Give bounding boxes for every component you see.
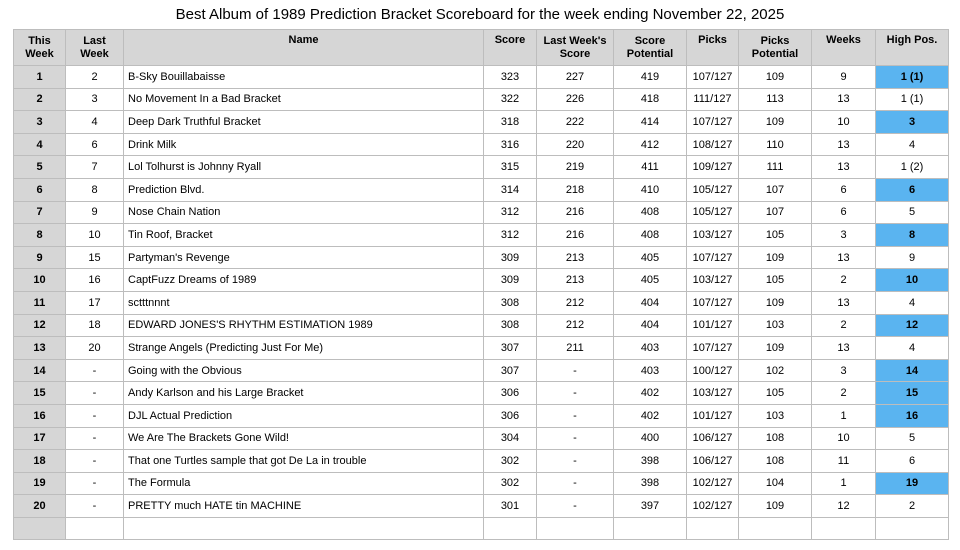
last-week-cell: 2 xyxy=(66,66,124,89)
score-potential-cell: 403 xyxy=(614,359,687,382)
table-row[interactable] xyxy=(14,382,949,405)
last-weeks-score-cell: - xyxy=(537,472,614,495)
picks-potential-cell: 109 xyxy=(739,337,812,360)
name-cell: Tin Roof, Bracket xyxy=(124,224,484,247)
this-week-cell: 20 xyxy=(14,495,66,518)
picks-potential-cell: 105 xyxy=(739,382,812,405)
weeks-cell: 13 xyxy=(812,246,876,269)
last-weeks-score-cell: - xyxy=(537,450,614,473)
table-row[interactable] xyxy=(14,111,949,134)
name-cell: B-Sky Bouillabaisse xyxy=(124,66,484,89)
weeks-cell: 13 xyxy=(812,291,876,314)
last-weeks-score-cell: - xyxy=(537,382,614,405)
this-week-cell: 19 xyxy=(14,472,66,495)
picks-potential-cell: 109 xyxy=(739,495,812,518)
last-week-cell: 4 xyxy=(66,111,124,134)
name-cell: The Formula xyxy=(124,472,484,495)
last-week-cell: 15 xyxy=(66,246,124,269)
last-week-cell: 10 xyxy=(66,224,124,247)
name-cell: Going with the Obvious xyxy=(124,359,484,382)
score-potential-cell: 414 xyxy=(614,111,687,134)
table-row[interactable] xyxy=(14,291,949,314)
picks-potential-cell: 109 xyxy=(739,291,812,314)
high-pos-cell: 1 (2) xyxy=(876,156,949,179)
this-week-cell: 4 xyxy=(14,133,66,156)
picks-cell: 107/127 xyxy=(687,66,739,89)
this-week-cell: 2 xyxy=(14,88,66,111)
table-row[interactable] xyxy=(14,427,949,450)
score-cell: 308 xyxy=(484,291,537,314)
picks-cell: 106/127 xyxy=(687,427,739,450)
name-cell: Deep Dark Truthful Bracket xyxy=(124,111,484,134)
high-pos-cell: 10 xyxy=(876,269,949,292)
high-pos-cell: 3 xyxy=(876,111,949,134)
empty-cell xyxy=(537,517,614,539)
high-pos-cell: 4 xyxy=(876,133,949,156)
col-header-picks[interactable]: Picks xyxy=(687,30,739,66)
last-week-cell: 3 xyxy=(66,88,124,111)
col-header-score[interactable]: Score xyxy=(484,30,537,66)
picks-cell: 101/127 xyxy=(687,404,739,427)
picks-potential-cell: 102 xyxy=(739,359,812,382)
this-week-cell: 5 xyxy=(14,156,66,179)
picks-potential-cell: 109 xyxy=(739,66,812,89)
table-row[interactable] xyxy=(14,66,949,89)
name-cell: CaptFuzz Dreams of 1989 xyxy=(124,269,484,292)
table-row[interactable] xyxy=(14,472,949,495)
name-cell: That one Turtles sample that got De La in trouble xyxy=(124,450,484,473)
weeks-cell: 2 xyxy=(812,382,876,405)
weeks-cell: 9 xyxy=(812,66,876,89)
weeks-cell: 6 xyxy=(812,178,876,201)
table-row[interactable] xyxy=(14,178,949,201)
score-cell: 301 xyxy=(484,495,537,518)
score-cell: 315 xyxy=(484,156,537,179)
high-pos-cell: 4 xyxy=(876,291,949,314)
name-cell: Strange Angels (Predicting Just For Me) xyxy=(124,337,484,360)
score-cell: 308 xyxy=(484,314,537,337)
table-row[interactable] xyxy=(14,404,949,427)
high-pos-cell: 6 xyxy=(876,450,949,473)
name-cell: We Are The Brackets Gone Wild! xyxy=(124,427,484,450)
picks-cell: 108/127 xyxy=(687,133,739,156)
this-week-cell: 9 xyxy=(14,246,66,269)
picks-potential-cell: 109 xyxy=(739,246,812,269)
high-pos-cell: 9 xyxy=(876,246,949,269)
last-weeks-score-cell: 216 xyxy=(537,224,614,247)
picks-cell: 109/127 xyxy=(687,156,739,179)
last-weeks-score-cell: 227 xyxy=(537,66,614,89)
name-cell: No Movement In a Bad Bracket xyxy=(124,88,484,111)
high-pos-cell: 1 (1) xyxy=(876,88,949,111)
this-week-cell: 14 xyxy=(14,359,66,382)
last-week-cell: 16 xyxy=(66,269,124,292)
high-pos-cell: 19 xyxy=(876,472,949,495)
table-row[interactable] xyxy=(14,246,949,269)
picks-potential-cell: 108 xyxy=(739,450,812,473)
picks-potential-cell: 104 xyxy=(739,472,812,495)
table-row[interactable] xyxy=(14,269,949,292)
last-weeks-score-cell: 213 xyxy=(537,269,614,292)
last-week-cell: - xyxy=(66,472,124,495)
picks-cell: 103/127 xyxy=(687,382,739,405)
picks-cell: 107/127 xyxy=(687,337,739,360)
this-week-cell: 1 xyxy=(14,66,66,89)
last-week-cell: 8 xyxy=(66,178,124,201)
score-potential-cell: 400 xyxy=(614,427,687,450)
high-pos-cell: 15 xyxy=(876,382,949,405)
picks-cell: 107/127 xyxy=(687,111,739,134)
high-pos-cell: 16 xyxy=(876,404,949,427)
last-weeks-score-cell: - xyxy=(537,404,614,427)
score-potential-cell: 412 xyxy=(614,133,687,156)
high-pos-cell: 6 xyxy=(876,178,949,201)
last-weeks-score-cell: 222 xyxy=(537,111,614,134)
score-cell: 318 xyxy=(484,111,537,134)
high-pos-cell: 12 xyxy=(876,314,949,337)
score-cell: 323 xyxy=(484,66,537,89)
empty-cell xyxy=(124,517,484,539)
table-row[interactable] xyxy=(14,495,949,518)
col-header-this-week[interactable]: This Week xyxy=(14,30,66,66)
last-weeks-score-cell: - xyxy=(537,427,614,450)
empty-cell xyxy=(66,517,124,539)
this-week-cell: 8 xyxy=(14,224,66,247)
score-potential-cell: 408 xyxy=(614,224,687,247)
last-week-cell: 7 xyxy=(66,156,124,179)
score-cell: 307 xyxy=(484,337,537,360)
score-potential-cell: 419 xyxy=(614,66,687,89)
high-pos-cell: 1 (1) xyxy=(876,66,949,89)
weeks-cell: 13 xyxy=(812,133,876,156)
score-cell: 307 xyxy=(484,359,537,382)
this-week-cell: 13 xyxy=(14,337,66,360)
picks-potential-cell: 110 xyxy=(739,133,812,156)
name-cell: sctttnnnt xyxy=(124,291,484,314)
last-week-cell: - xyxy=(66,427,124,450)
table-row[interactable] xyxy=(14,314,949,337)
picks-potential-cell: 111 xyxy=(739,156,812,179)
picks-potential-cell: 103 xyxy=(739,314,812,337)
this-week-cell: 17 xyxy=(14,427,66,450)
score-potential-cell: 403 xyxy=(614,337,687,360)
this-week-cell: 3 xyxy=(14,111,66,134)
name-cell: Lol Tolhurst is Johnny Ryall xyxy=(124,156,484,179)
table-row[interactable] xyxy=(14,359,949,382)
score-potential-cell: 402 xyxy=(614,404,687,427)
picks-cell: 103/127 xyxy=(687,269,739,292)
table-row[interactable] xyxy=(14,156,949,179)
picks-potential-cell: 105 xyxy=(739,269,812,292)
table-row[interactable] xyxy=(14,450,949,473)
high-pos-cell: 4 xyxy=(876,337,949,360)
last-weeks-score-cell: - xyxy=(537,495,614,518)
picks-potential-cell: 113 xyxy=(739,88,812,111)
last-week-cell: - xyxy=(66,382,124,405)
picks-potential-cell: 103 xyxy=(739,404,812,427)
scoreboard-table xyxy=(13,29,949,540)
score-potential-cell: 411 xyxy=(614,156,687,179)
table-row[interactable] xyxy=(14,224,949,247)
weeks-cell: 6 xyxy=(812,201,876,224)
empty-cell xyxy=(484,517,537,539)
score-cell: 302 xyxy=(484,450,537,473)
last-week-cell: - xyxy=(66,404,124,427)
empty-cell xyxy=(739,517,812,539)
last-weeks-score-cell: 216 xyxy=(537,201,614,224)
score-potential-cell: 398 xyxy=(614,450,687,473)
name-cell: Prediction Blvd. xyxy=(124,178,484,201)
empty-cell xyxy=(812,517,876,539)
last-weeks-score-cell: 211 xyxy=(537,337,614,360)
last-week-cell: 17 xyxy=(66,291,124,314)
last-weeks-score-cell: 220 xyxy=(537,133,614,156)
this-week-cell: 7 xyxy=(14,201,66,224)
this-week-cell: 15 xyxy=(14,382,66,405)
picks-cell: 107/127 xyxy=(687,291,739,314)
score-potential-cell: 408 xyxy=(614,201,687,224)
high-pos-cell: 5 xyxy=(876,427,949,450)
picks-potential-cell: 107 xyxy=(739,201,812,224)
picks-potential-cell: 107 xyxy=(739,178,812,201)
last-week-cell: 18 xyxy=(66,314,124,337)
col-header-last-weeks-score[interactable]: Last Week's Score xyxy=(537,30,614,66)
last-weeks-score-cell: 212 xyxy=(537,291,614,314)
picks-cell: 102/127 xyxy=(687,472,739,495)
table-body xyxy=(14,66,949,540)
weeks-cell: 3 xyxy=(812,224,876,247)
score-potential-cell: 404 xyxy=(614,314,687,337)
empty-cell xyxy=(876,517,949,539)
score-potential-cell: 405 xyxy=(614,269,687,292)
name-cell: Drink Milk xyxy=(124,133,484,156)
picks-cell: 106/127 xyxy=(687,450,739,473)
col-header-name[interactable]: Name xyxy=(124,30,484,66)
score-cell: 312 xyxy=(484,224,537,247)
weeks-cell: 13 xyxy=(812,88,876,111)
this-week-cell: 16 xyxy=(14,404,66,427)
weeks-cell: 12 xyxy=(812,495,876,518)
weeks-cell: 13 xyxy=(812,156,876,179)
empty-cell xyxy=(14,517,66,539)
score-potential-cell: 418 xyxy=(614,88,687,111)
name-cell: Nose Chain Nation xyxy=(124,201,484,224)
col-header-high-pos[interactable]: High Pos. xyxy=(876,30,949,66)
score-cell: 316 xyxy=(484,133,537,156)
weeks-cell: 2 xyxy=(812,269,876,292)
score-cell: 304 xyxy=(484,427,537,450)
score-cell: 314 xyxy=(484,178,537,201)
col-header-score-potential[interactable]: Score Potential xyxy=(614,30,687,66)
weeks-cell: 10 xyxy=(812,427,876,450)
this-week-cell: 11 xyxy=(14,291,66,314)
name-cell: EDWARD JONES'S RHYTHM ESTIMATION 1989 xyxy=(124,314,484,337)
score-potential-cell: 397 xyxy=(614,495,687,518)
last-week-cell: - xyxy=(66,450,124,473)
picks-potential-cell: 108 xyxy=(739,427,812,450)
last-week-cell: - xyxy=(66,359,124,382)
picks-cell: 107/127 xyxy=(687,246,739,269)
last-weeks-score-cell: 219 xyxy=(537,156,614,179)
last-weeks-score-cell: 218 xyxy=(537,178,614,201)
table-header xyxy=(14,30,949,66)
this-week-cell: 12 xyxy=(14,314,66,337)
name-cell: Partyman's Revenge xyxy=(124,246,484,269)
last-week-cell: - xyxy=(66,495,124,518)
last-week-cell: 20 xyxy=(66,337,124,360)
score-cell: 309 xyxy=(484,246,537,269)
picks-cell: 103/127 xyxy=(687,224,739,247)
score-potential-cell: 398 xyxy=(614,472,687,495)
picks-cell: 101/127 xyxy=(687,314,739,337)
col-header-weeks[interactable]: Weeks xyxy=(812,30,876,66)
score-cell: 322 xyxy=(484,88,537,111)
score-potential-cell: 405 xyxy=(614,246,687,269)
last-week-cell: 6 xyxy=(66,133,124,156)
table-row[interactable] xyxy=(14,88,949,111)
empty-cell xyxy=(687,517,739,539)
weeks-cell: 10 xyxy=(812,111,876,134)
picks-cell: 111/127 xyxy=(687,88,739,111)
score-cell: 306 xyxy=(484,382,537,405)
score-potential-cell: 410 xyxy=(614,178,687,201)
this-week-cell: 10 xyxy=(14,269,66,292)
score-cell: 309 xyxy=(484,269,537,292)
picks-cell: 102/127 xyxy=(687,495,739,518)
col-header-picks-potential[interactable]: Picks Potential xyxy=(739,30,812,66)
picks-cell: 105/127 xyxy=(687,201,739,224)
picks-potential-cell: 109 xyxy=(739,111,812,134)
scoreboard-title: Best Album of 1989 Prediction Bracket Scoreboard for the week ending November 22, 2025 xyxy=(175,6,785,23)
picks-cell: 100/127 xyxy=(687,359,739,382)
high-pos-cell: 5 xyxy=(876,201,949,224)
weeks-cell: 2 xyxy=(812,314,876,337)
picks-cell: 105/127 xyxy=(687,178,739,201)
this-week-cell: 18 xyxy=(14,450,66,473)
weeks-cell: 1 xyxy=(812,404,876,427)
high-pos-cell: 14 xyxy=(876,359,949,382)
last-weeks-score-cell: 226 xyxy=(537,88,614,111)
weeks-cell: 11 xyxy=(812,450,876,473)
weeks-cell: 1 xyxy=(812,472,876,495)
col-header-last-week[interactable]: Last Week xyxy=(66,30,124,66)
score-cell: 302 xyxy=(484,472,537,495)
table-row[interactable] xyxy=(14,201,949,224)
name-cell: Andy Karlson and his Large Bracket xyxy=(124,382,484,405)
score-potential-cell: 404 xyxy=(614,291,687,314)
name-cell: PRETTY much HATE tin MACHINE xyxy=(124,495,484,518)
table-row[interactable] xyxy=(14,133,949,156)
score-cell: 312 xyxy=(484,201,537,224)
empty-row xyxy=(14,517,949,539)
last-weeks-score-cell: 213 xyxy=(537,246,614,269)
name-cell: DJL Actual Prediction xyxy=(124,404,484,427)
table-row[interactable] xyxy=(14,337,949,360)
last-weeks-score-cell: 212 xyxy=(537,314,614,337)
high-pos-cell: 2 xyxy=(876,495,949,518)
picks-potential-cell: 105 xyxy=(739,224,812,247)
last-week-cell: 9 xyxy=(66,201,124,224)
score-cell: 306 xyxy=(484,404,537,427)
high-pos-cell: 8 xyxy=(876,224,949,247)
score-potential-cell: 402 xyxy=(614,382,687,405)
this-week-cell: 6 xyxy=(14,178,66,201)
empty-cell xyxy=(614,517,687,539)
weeks-cell: 13 xyxy=(812,337,876,360)
weeks-cell: 3 xyxy=(812,359,876,382)
last-weeks-score-cell: - xyxy=(537,359,614,382)
